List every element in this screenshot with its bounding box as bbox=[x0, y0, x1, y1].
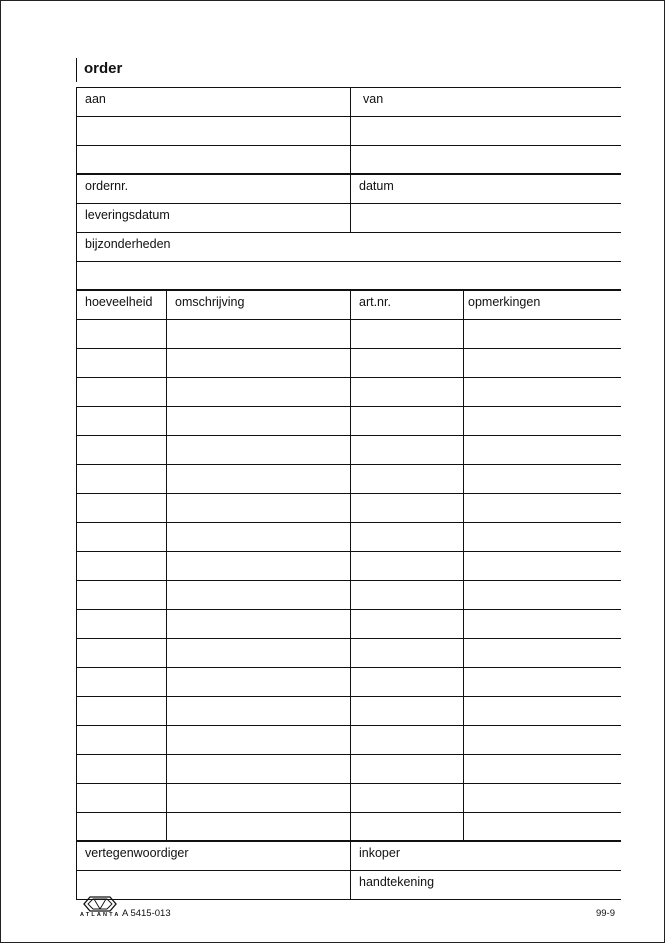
title-row bbox=[76, 58, 621, 88]
item-row bbox=[76, 378, 621, 407]
item-cell-artnr[interactable] bbox=[350, 436, 463, 464]
bijzonderheden-field[interactable] bbox=[76, 233, 621, 261]
datum-label: datum bbox=[359, 179, 394, 193]
item-cell-hoeveelheid[interactable] bbox=[76, 407, 166, 435]
item-cell-opmerkingen[interactable] bbox=[463, 552, 621, 580]
item-cell-omschrijving[interactable] bbox=[166, 378, 350, 406]
row-ordernr-datum bbox=[76, 175, 621, 204]
item-cell-hoeveelheid[interactable] bbox=[76, 349, 166, 377]
item-cell-artnr[interactable] bbox=[350, 349, 463, 377]
item-cell-omschrijving[interactable] bbox=[166, 755, 350, 783]
van-address-line-1[interactable] bbox=[350, 117, 621, 145]
row-address-2 bbox=[76, 146, 621, 175]
item-row bbox=[76, 436, 621, 465]
item-cell-omschrijving[interactable] bbox=[166, 726, 350, 754]
row-leveringsdatum bbox=[76, 204, 621, 233]
item-cell-opmerkingen[interactable] bbox=[463, 639, 621, 667]
item-cell-omschrijving[interactable] bbox=[166, 320, 350, 348]
item-cell-omschrijving[interactable] bbox=[166, 494, 350, 522]
item-cell-artnr[interactable] bbox=[350, 668, 463, 696]
item-row bbox=[76, 349, 621, 378]
aan-field[interactable] bbox=[76, 88, 350, 116]
item-cell-opmerkingen[interactable] bbox=[463, 320, 621, 348]
item-cell-opmerkingen[interactable] bbox=[463, 494, 621, 522]
item-cell-omschrijving[interactable] bbox=[166, 697, 350, 725]
item-cell-hoeveelheid[interactable] bbox=[76, 697, 166, 725]
item-cell-omschrijving[interactable] bbox=[166, 668, 350, 696]
item-cell-opmerkingen[interactable] bbox=[463, 378, 621, 406]
aan-address-line-1[interactable] bbox=[76, 117, 350, 145]
item-row bbox=[76, 784, 621, 813]
item-cell-artnr[interactable] bbox=[350, 784, 463, 812]
item-cell-hoeveelheid[interactable] bbox=[76, 668, 166, 696]
item-row bbox=[76, 552, 621, 581]
item-cell-artnr[interactable] bbox=[350, 697, 463, 725]
van-address-line-2[interactable] bbox=[350, 146, 621, 173]
item-cell-omschrijving[interactable] bbox=[166, 610, 350, 638]
item-cell-omschrijving[interactable] bbox=[166, 349, 350, 377]
hoeveelheid-label: hoeveelheid bbox=[85, 295, 153, 309]
item-cell-artnr[interactable] bbox=[350, 755, 463, 783]
item-cell-hoeveelheid[interactable] bbox=[76, 436, 166, 464]
leveringsdatum-value[interactable] bbox=[350, 204, 621, 232]
item-row bbox=[76, 726, 621, 755]
row-aan-van bbox=[76, 88, 621, 117]
item-cell-hoeveelheid[interactable] bbox=[76, 813, 166, 840]
item-cell-opmerkingen[interactable] bbox=[463, 436, 621, 464]
row-bijzonderheden-2 bbox=[76, 262, 621, 291]
item-cell-opmerkingen[interactable] bbox=[463, 465, 621, 493]
item-cell-opmerkingen[interactable] bbox=[463, 523, 621, 551]
form-code: A 5415-013 bbox=[122, 908, 171, 919]
item-row bbox=[76, 639, 621, 668]
item-row bbox=[76, 581, 621, 610]
item-cell-artnr[interactable] bbox=[350, 407, 463, 435]
row-address-1 bbox=[76, 117, 621, 146]
item-cell-hoeveelheid[interactable] bbox=[76, 581, 166, 609]
item-cell-omschrijving[interactable] bbox=[166, 465, 350, 493]
item-rows bbox=[76, 320, 621, 842]
item-cell-artnr[interactable] bbox=[350, 378, 463, 406]
opmerkingen-label: opmerkingen bbox=[468, 295, 541, 309]
van-label: van bbox=[363, 92, 384, 106]
order-form bbox=[76, 58, 621, 900]
header-omschrijving bbox=[166, 291, 350, 319]
item-row bbox=[76, 610, 621, 639]
item-cell-omschrijving[interactable] bbox=[166, 436, 350, 464]
item-cell-opmerkingen[interactable] bbox=[463, 668, 621, 696]
vertegenwoordiger-label: vertegenwoordiger bbox=[85, 846, 189, 860]
omschrijving-label: omschrijving bbox=[175, 295, 245, 309]
item-cell-hoeveelheid[interactable] bbox=[76, 610, 166, 638]
header-artnr bbox=[350, 291, 463, 319]
item-cell-opmerkingen[interactable] bbox=[463, 813, 621, 840]
brand-name: ATLANTA bbox=[80, 912, 121, 918]
leveringsdatum-label: leveringsdatum bbox=[85, 208, 170, 222]
item-row bbox=[76, 668, 621, 697]
item-cell-opmerkingen[interactable] bbox=[463, 755, 621, 783]
item-cell-hoeveelheid[interactable] bbox=[76, 755, 166, 783]
item-cell-artnr[interactable] bbox=[350, 552, 463, 580]
item-cell-omschrijving[interactable] bbox=[166, 552, 350, 580]
bijzonderheden-label: bijzonderheden bbox=[85, 237, 171, 251]
footer bbox=[76, 893, 621, 923]
item-cell-artnr[interactable] bbox=[350, 610, 463, 638]
item-cell-opmerkingen[interactable] bbox=[463, 784, 621, 812]
item-row bbox=[76, 320, 621, 349]
item-row bbox=[76, 755, 621, 784]
form-title: order bbox=[84, 60, 123, 77]
leveringsdatum-field[interactable] bbox=[76, 204, 350, 232]
item-row bbox=[76, 697, 621, 726]
item-cell-omschrijving[interactable] bbox=[166, 407, 350, 435]
item-cell-opmerkingen[interactable] bbox=[463, 349, 621, 377]
title-tick bbox=[76, 58, 77, 82]
item-row bbox=[76, 813, 621, 842]
item-cell-hoeveelheid[interactable] bbox=[76, 494, 166, 522]
handtekening-label: handtekening bbox=[359, 875, 435, 889]
aan-label: aan bbox=[85, 92, 106, 106]
item-cell-artnr[interactable] bbox=[350, 494, 463, 522]
header-opmerkingen bbox=[463, 291, 621, 319]
row-vertegenwoordiger-inkoper bbox=[76, 842, 621, 871]
item-cell-omschrijving[interactable] bbox=[166, 581, 350, 609]
item-cell-artnr[interactable] bbox=[350, 639, 463, 667]
item-cell-hoeveelheid[interactable] bbox=[76, 784, 166, 812]
form-version: 99-9 bbox=[595, 908, 615, 919]
items-header-row bbox=[76, 291, 621, 320]
item-cell-opmerkingen[interactable] bbox=[463, 610, 621, 638]
artnr-label: art.nr. bbox=[359, 295, 391, 309]
bijzonderheden-line-2[interactable] bbox=[76, 262, 621, 289]
item-row bbox=[76, 494, 621, 523]
item-cell-opmerkingen[interactable] bbox=[463, 407, 621, 435]
item-row bbox=[76, 523, 621, 552]
item-cell-hoeveelheid[interactable] bbox=[76, 726, 166, 754]
item-cell-omschrijving[interactable] bbox=[166, 784, 350, 812]
item-cell-hoeveelheid[interactable] bbox=[76, 552, 166, 580]
item-cell-artnr[interactable] bbox=[350, 320, 463, 348]
vertegenwoordiger-field[interactable] bbox=[76, 842, 350, 870]
datum-field[interactable] bbox=[350, 175, 621, 203]
item-cell-hoeveelheid[interactable] bbox=[76, 639, 166, 667]
item-cell-artnr[interactable] bbox=[350, 726, 463, 754]
item-cell-omschrijving[interactable] bbox=[166, 813, 350, 840]
item-cell-hoeveelheid[interactable] bbox=[76, 523, 166, 551]
item-cell-artnr[interactable] bbox=[350, 813, 463, 840]
item-cell-opmerkingen[interactable] bbox=[463, 697, 621, 725]
row-bijzonderheden bbox=[76, 233, 621, 262]
aan-address-line-2[interactable] bbox=[76, 146, 350, 173]
inkoper-label: inkoper bbox=[359, 846, 400, 860]
item-row bbox=[76, 407, 621, 436]
item-row bbox=[76, 465, 621, 494]
ordernr-label: ordernr. bbox=[85, 179, 129, 193]
item-cell-opmerkingen[interactable] bbox=[463, 726, 621, 754]
inkoper-field[interactable] bbox=[350, 842, 621, 870]
item-cell-artnr[interactable] bbox=[350, 581, 463, 609]
item-cell-hoeveelheid[interactable] bbox=[76, 465, 166, 493]
ordernr-field[interactable] bbox=[76, 175, 350, 203]
item-cell-hoeveelheid[interactable] bbox=[76, 320, 166, 348]
item-cell-hoeveelheid[interactable] bbox=[76, 378, 166, 406]
item-cell-artnr[interactable] bbox=[350, 465, 463, 493]
item-cell-artnr[interactable] bbox=[350, 523, 463, 551]
item-cell-omschrijving[interactable] bbox=[166, 523, 350, 551]
header-hoeveelheid bbox=[76, 291, 166, 319]
item-cell-opmerkingen[interactable] bbox=[463, 581, 621, 609]
van-field[interactable] bbox=[350, 88, 621, 116]
item-cell-omschrijving[interactable] bbox=[166, 639, 350, 667]
